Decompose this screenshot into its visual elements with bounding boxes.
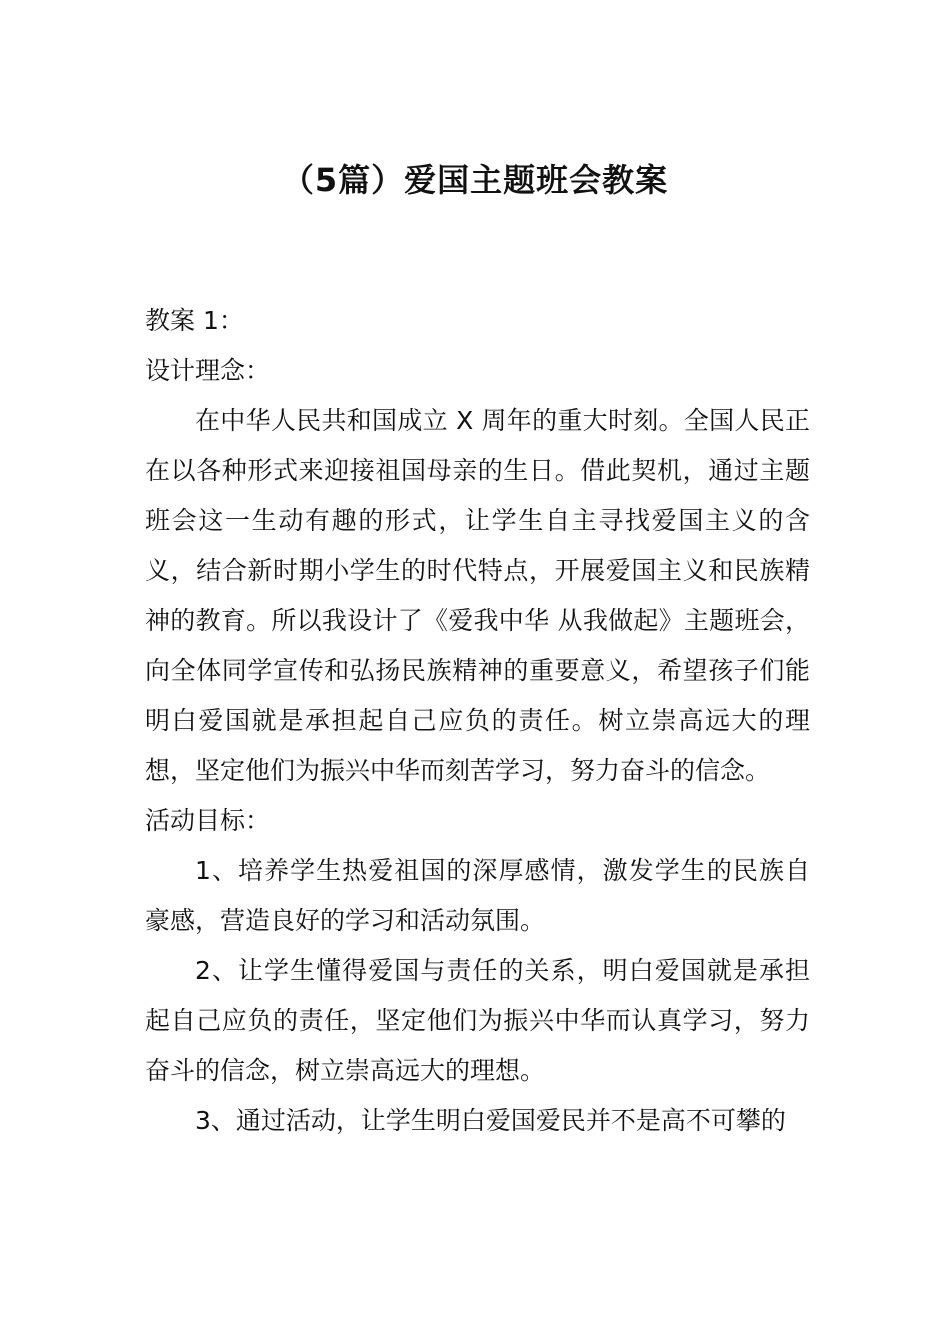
goal-item-2: 2、让学生懂得爱国与责任的关系，明白爱国就是承担起自己应负的责任，坚定他们为振兴中华而认真学习，努力奋斗的信念，树立崇高远大的理想。 [145, 956, 810, 1085]
concept-heading: 设计理念： [145, 356, 271, 385]
document-title: （5篇）爱国主题班会教案 [281, 161, 669, 199]
concept-paragraph: 在中华人民共和国成立 X 周年的重大时刻。全国人民正在以各种形式来迎接祖国母亲的生日。借此契机，通过主题班会这一生动有趣的形式，让学生自主寻找爱国主义的含义，结合新时期小学生的时代特点，开展爱国主义和民族精神的教育。所以我设计了《爱我中华 从我做起》主题班会，向全体同学宣传和弘扬民族精神的重要意义，希望孩子们能明白爱国就是承担起自己应负的责任。树立崇高远大的理想，坚定他们为振兴中华而刻苦学习，努力奋斗的信念。 [145, 406, 810, 785]
goal-item-3: 3、通过活动，让学生明白爱国爱民并不是高不可攀的 [195, 1106, 786, 1135]
goals-heading: 活动目标： [145, 806, 271, 835]
goal-item-1: 1、培养学生热爱祖国的深厚感情，激发学生的民族自豪感，营造良好的学习和活动氛围。 [145, 856, 810, 935]
lesson-heading: 教案 1： [145, 306, 244, 335]
document-body [145, 296, 810, 1146]
